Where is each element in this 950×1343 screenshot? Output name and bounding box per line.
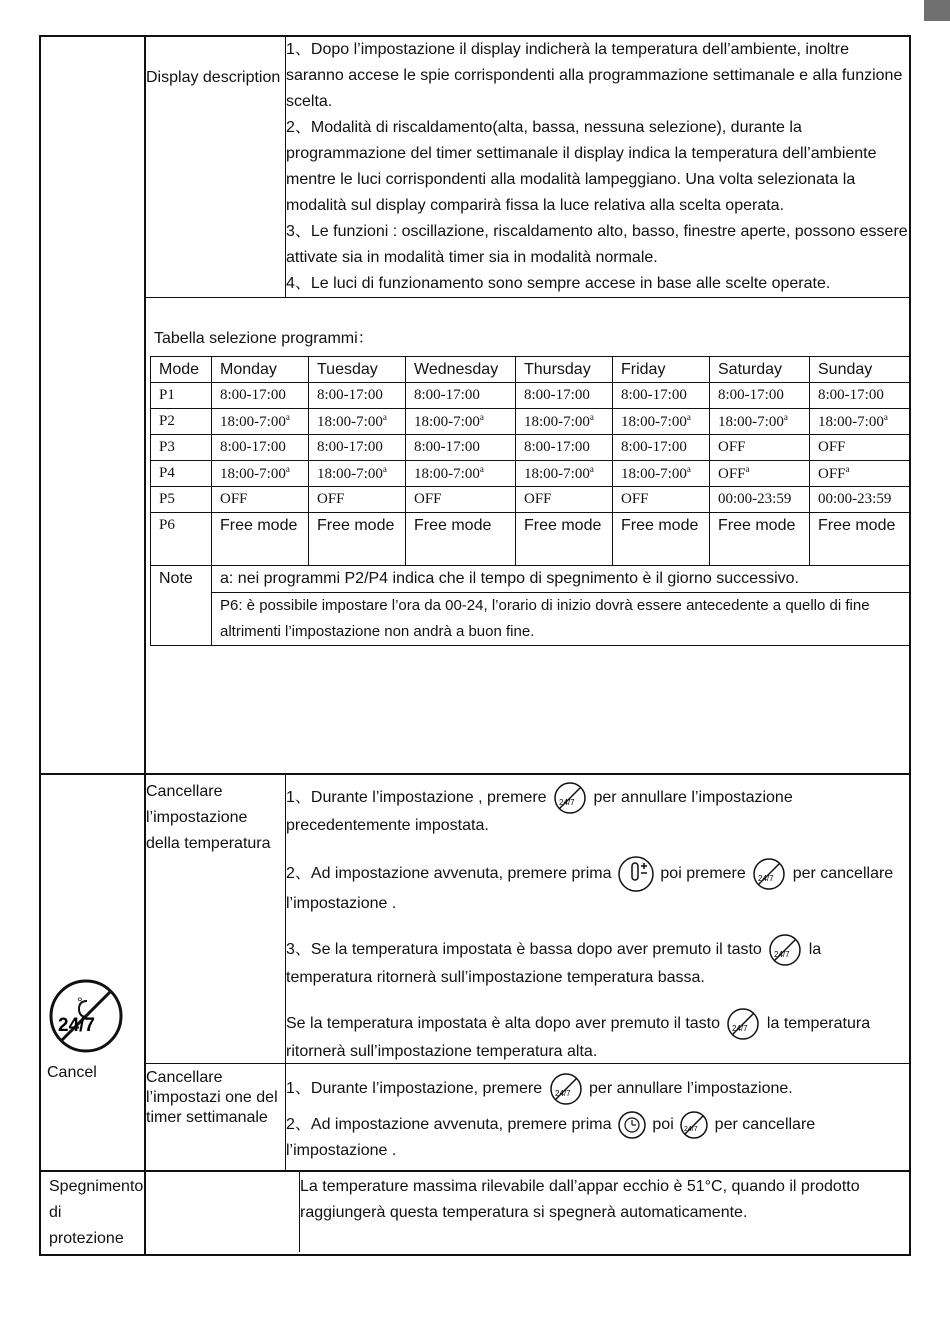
svg-text:24/7: 24/7 xyxy=(554,1089,571,1098)
schedule-cell: 8:00-17:00 xyxy=(212,435,309,461)
table-row xyxy=(151,435,911,461)
program-table xyxy=(150,356,911,646)
schedule-cell: 18:00-7:00$^a$ xyxy=(212,461,309,487)
mode-cell: P3 xyxy=(151,435,212,461)
cancel-temp-step2-end: per cancellare l’impostazione . xyxy=(286,865,894,912)
svg-text:24/7: 24/7 xyxy=(684,1126,698,1133)
schedule-cell: OFF xyxy=(710,435,810,461)
schedule-cell: 18:00-7:00$^a$ xyxy=(516,409,613,435)
cancel-temp-step3-end: la temperatura ritornerà sull’impostazione temperatura bassa. xyxy=(286,941,822,986)
schedule-cell: 18:00-7:00$^a$ xyxy=(309,409,406,435)
table-row xyxy=(151,461,911,487)
schedule-cell: 18:00-7:00$^a$ xyxy=(406,409,516,435)
cancel-icon xyxy=(551,781,589,815)
header-cell: Thursday xyxy=(516,357,613,383)
schedule-cell: 18:00-7:00$^a$ xyxy=(613,461,710,487)
mode-cell: P5 xyxy=(151,487,212,513)
instruction-table xyxy=(39,35,911,1256)
cancel-label: Cancel xyxy=(47,1064,97,1081)
schedule-cell: 8:00-17:00 xyxy=(613,383,710,409)
schedule-cell: 8:00-17:00 xyxy=(710,383,810,409)
mode-cell: P4 xyxy=(151,461,212,487)
schedule-cell: OFF xyxy=(516,487,613,513)
schedule-cell: 18:00-7:00$^a$ xyxy=(406,461,516,487)
schedule-cell: Free mode xyxy=(406,513,516,566)
table-row xyxy=(151,383,911,409)
schedule-cell: Free mode xyxy=(710,513,810,566)
header-cell: Wednesday xyxy=(406,357,516,383)
schedule-cell: 18:00-7:00$^a$ xyxy=(516,461,613,487)
weekly-timer-icon xyxy=(616,1110,648,1140)
cancel-temp-step3: 3、Se la temperatura impostata è bassa dopo aver premuto il tasto xyxy=(286,941,762,959)
note-a: a: nei programmi P2/P4 indica che il tempo di spegnimento è il giorno successivo. xyxy=(212,566,911,593)
table-row xyxy=(151,513,911,566)
svg-text:°: ° xyxy=(77,994,83,1010)
header-cell: Mode xyxy=(151,357,212,383)
schedule-cell: OFF xyxy=(309,487,406,513)
program-table-caption: Tabella selezione programmi： xyxy=(154,330,374,347)
cancel-timer-step2-mid: poi xyxy=(652,1116,674,1134)
schedule-cell: Free mode xyxy=(613,513,710,566)
schedule-cell: 8:00-17:00 xyxy=(309,383,406,409)
protection-blank xyxy=(146,1172,300,1252)
cancel-temp-step1-end: per annullare l’impostazione precedentemente impostata. xyxy=(286,789,793,834)
schedule-cell: Free mode xyxy=(309,513,406,566)
header-cell: Monday xyxy=(212,357,309,383)
protection-label: Spegnimento di protezione xyxy=(40,1171,145,1255)
schedule-cell: 18:00-7:00$^a$ xyxy=(212,409,309,435)
schedule-cell: 18:00-7:00$^a$ xyxy=(810,409,911,435)
display-description-label: Display description xyxy=(146,69,281,86)
cancel-icon xyxy=(678,1110,710,1140)
cancel-timer-step1: 1、Durante l’impostazione, premere xyxy=(286,1080,543,1098)
display-description-text xyxy=(286,37,910,298)
table-row xyxy=(151,487,911,513)
cancel-temp-step2-mid: poi premere xyxy=(660,865,746,883)
mode-cell: P6 xyxy=(151,513,212,566)
display-item-1: 1、Dopo l’impostazione il display indicherà la temperatura dell’ambiente, inoltre saranno accese le spie corrispondenti alla programmazione settimanale e alla funzione scelta. xyxy=(286,41,903,110)
header-cell: Tuesday xyxy=(309,357,406,383)
display-item-4: 4、Le luci di funzionamento sono sempre accese in base alle scelte operate. xyxy=(286,275,831,292)
cancel-temp-label: Cancellare l’impostazione della temperatura xyxy=(146,783,271,852)
page-corner-tab xyxy=(924,0,950,21)
cancel-timer-text xyxy=(286,1064,910,1171)
schedule-cell: 00:00-23:59 xyxy=(810,487,911,513)
schedule-cell: OFF xyxy=(212,487,309,513)
cancel-temp-step4: Se la temperatura impostata è alta dopo aver premuto il tasto xyxy=(286,1015,721,1033)
header-cell: Friday xyxy=(613,357,710,383)
note-label: Note xyxy=(151,566,212,646)
schedule-cell: 18:00-7:00$^a$ xyxy=(613,409,710,435)
cancel-icon xyxy=(766,933,804,967)
schedule-cell: 18:00-7:00$^a$ xyxy=(710,409,810,435)
schedule-cell: Free mode xyxy=(810,513,911,566)
cancel-temp-text xyxy=(286,775,910,1064)
display-item-3: 3、Le funzioni : oscillazione, riscaldamento alto, basso, finestre aperte, possono essere attivate sia in modalità timer sia in modalità normale. xyxy=(286,223,908,266)
cancel-cell xyxy=(40,774,145,1171)
cancel-icon xyxy=(724,1007,762,1041)
cancel-icon xyxy=(547,1072,585,1106)
cancel-temp-step2: 2、Ad impostazione avvenuta, premere prima xyxy=(286,865,612,883)
cancel-timer-label: Cancellare l’impostazi one del timer settimanale xyxy=(146,1069,278,1126)
note-row xyxy=(151,593,911,646)
cancel-icon-text: 24/7 xyxy=(58,1015,95,1036)
protection-text: La temperature massima rilevabile dall’appar ecchio è 51°C, quando il prodotto raggiungerà questa temperatura si spegnerà automaticamente. xyxy=(300,1178,860,1221)
schedule-cell: 18:00-7:00$^a$ xyxy=(309,461,406,487)
header-cell: Sunday xyxy=(810,357,911,383)
cancel-24-7-icon xyxy=(47,977,125,1055)
schedule-cell: 8:00-17:00 xyxy=(309,435,406,461)
cancel-timer-step2-end: per cancellare l’impostazione . xyxy=(286,1116,816,1159)
schedule-cell: 00:00-23:59 xyxy=(710,487,810,513)
schedule-cell: OFF xyxy=(810,435,911,461)
note-p6: P6: è possibile impostare l’ora da 00-24, l’orario di inizio dovrà essere antecedente a quello di fine altrimenti l’impostazione non andrà a buon fine. xyxy=(212,593,911,646)
program-table-header xyxy=(151,357,911,383)
schedule-cell: OFF xyxy=(406,487,516,513)
svg-text:24/7: 24/7 xyxy=(732,1024,749,1033)
blank-cell xyxy=(40,36,145,774)
cancel-temp-step1: 1、Durante l’impostazione , premere xyxy=(286,789,547,807)
cancel-temp-step4-end: la temperatura ritornerà sull’impostazione temperatura alta. xyxy=(286,1015,871,1060)
display-item-2: 2、Modalità di riscaldamento(alta, bassa, nessuna selezione), durante la programmazione del timer settimanale il display indica la temperatura dell’ambiente mentre le luci corrispondenti alla modalità lampeggiano. Una volta selezionata la modalità sul display comparirà fissa la luce relativa alla scelta operata. xyxy=(286,119,877,214)
schedule-cell: Free mode xyxy=(212,513,309,566)
note-row xyxy=(151,566,911,593)
schedule-cell: OFF$^a$ xyxy=(810,461,911,487)
schedule-cell: OFF$^a$ xyxy=(710,461,810,487)
svg-text:24/7: 24/7 xyxy=(774,950,790,959)
schedule-cell: 8:00-17:00 xyxy=(516,383,613,409)
thermometer-icon xyxy=(616,855,656,893)
schedule-cell: OFF xyxy=(613,487,710,513)
schedule-cell: 8:00-17:00 xyxy=(212,383,309,409)
mode-cell: P1 xyxy=(151,383,212,409)
schedule-cell: 8:00-17:00 xyxy=(810,383,911,409)
cancel-icon xyxy=(750,857,788,891)
cancel-timer-step1-end: per annullare l’impostazione. xyxy=(589,1080,793,1098)
schedule-cell: 8:00-17:00 xyxy=(406,435,516,461)
display-section xyxy=(145,36,910,774)
schedule-cell: 8:00-17:00 xyxy=(516,435,613,461)
cancel-timer-step2: 2、Ad impostazione avvenuta, premere prima xyxy=(286,1116,612,1134)
svg-text:24/7: 24/7 xyxy=(559,798,575,807)
header-cell: Saturday xyxy=(710,357,810,383)
schedule-cell: 8:00-17:00 xyxy=(613,435,710,461)
schedule-cell: 8:00-17:00 xyxy=(406,383,516,409)
mode-cell: P2 xyxy=(151,409,212,435)
schedule-cell: Free mode xyxy=(516,513,613,566)
svg-text:24/7: 24/7 xyxy=(758,874,774,883)
table-row xyxy=(151,409,911,435)
